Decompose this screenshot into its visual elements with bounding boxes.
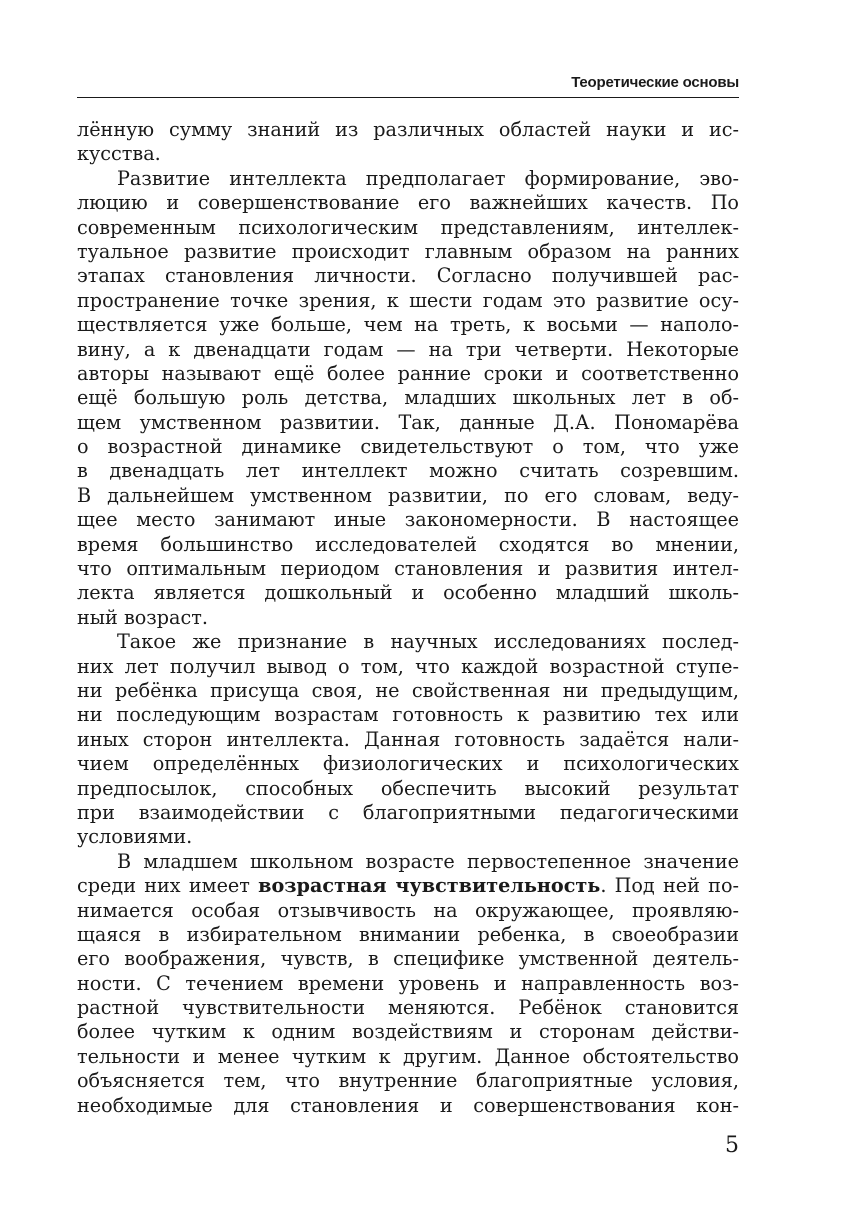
text-line: В младшем школьном возрасте первостепенное значение [117, 849, 739, 873]
text-line: лённую сумму знаний из различных областей науки и ис- [77, 118, 739, 141]
text-line: чием определённых физиологических и психологических [77, 752, 739, 776]
text-run: . Под ней по- [600, 874, 739, 898]
text-line: пространение точке зрения, к шести годам это развитие осу- [77, 288, 739, 312]
text-line: предпосылок, способных обеспечить высокий результат [77, 776, 739, 800]
bold-term: возрастная чувствительность [258, 874, 601, 898]
text-line: ный возраст. [77, 605, 208, 629]
text-line: туальное развитие происходит главным образом на ранних [77, 239, 739, 263]
text-line: его воображения, чувств, в специфике умственной деятель- [77, 947, 739, 971]
text-line: условиями. [77, 825, 193, 849]
text-line: нимается особая отзывчивость на окружающее, проявляю- [77, 898, 739, 922]
text-line: Такое же признание в научных исследованиях послед- [117, 630, 739, 654]
text-line: ни ребёнка присуща своя, не свойственная ни предыдущим, [77, 678, 739, 702]
text-line: растной чувствительности меняются. Ребёнок становится [77, 996, 739, 1020]
text-line: Развитие интеллекта предполагает формирование, эво- [117, 166, 739, 190]
text-line: кусства. [77, 142, 161, 166]
text-line: что оптимальным периодом становления и развития интел- [77, 557, 739, 581]
page-number: 5 [725, 1133, 739, 1158]
text-line: современным психологическим представлениям, интеллек- [77, 215, 739, 239]
text-line: щее место занимают иные закономерности. В настоящее [77, 508, 739, 532]
text-line: щем умственном развитии. Так, данные Д.А. Пономарёва [77, 410, 739, 434]
text-line: лекта является дошкольный и особенно младший школь- [77, 581, 739, 605]
text-line: этапах становления личности. Согласно получившей рас- [77, 264, 739, 288]
text-line: время большинство исследователей сходятся во мнении, [77, 532, 739, 556]
text-line: ществляется уже больше, чем на треть, к восьми — наполо- [77, 313, 739, 337]
text-line: необходимые для становления и совершенствования кон- [77, 1093, 739, 1117]
text-run: среди них имеет [77, 874, 259, 898]
text-line: В дальнейшем умственном развитии, по его словам, веду- [77, 483, 739, 507]
text-line: о возрастной динамике свидетельствуют о том, что уже [77, 435, 739, 459]
body-text [77, 118, 739, 1118]
text-line: более чутким к одним воздействиям и сторонам действи- [77, 1020, 739, 1044]
running-head: Теоретические основы [77, 74, 739, 98]
text-line: ни последующим возрастам готовность к развитию тех или [77, 703, 739, 727]
text-line: них лет получил вывод о том, что каждой возрастной ступе- [77, 654, 739, 678]
text-line: иных сторон интеллекта. Данная готовность задаётся нали- [77, 727, 739, 751]
text-line: ности. С течением времени уровень и направленность воз- [77, 971, 739, 995]
text-line: люцию и совершенствование его важнейших качеств. По [77, 191, 739, 215]
text-line: авторы называют ещё более ранние сроки и соответственно [77, 361, 739, 385]
text-line: вину, а к двенадцати годам — на три четверти. Некоторые [77, 337, 739, 361]
text-line: в двенадцать лет интеллект можно считать созревшим. [77, 459, 739, 483]
text-line: объясняется тем, что внутренние благоприятные условия, [77, 1069, 739, 1093]
text-line [77, 874, 739, 898]
text-line: тельности и менее чутким к другим. Данное обстоятельство [77, 1044, 739, 1068]
text-line: щаяся в избирательном внимании ребенка, в своеобразии [77, 922, 739, 946]
text-line: ещё большую роль детства, младших школьных лет в об- [77, 386, 739, 410]
text-line: при взаимодействии с благоприятными педагогическими [77, 800, 739, 824]
